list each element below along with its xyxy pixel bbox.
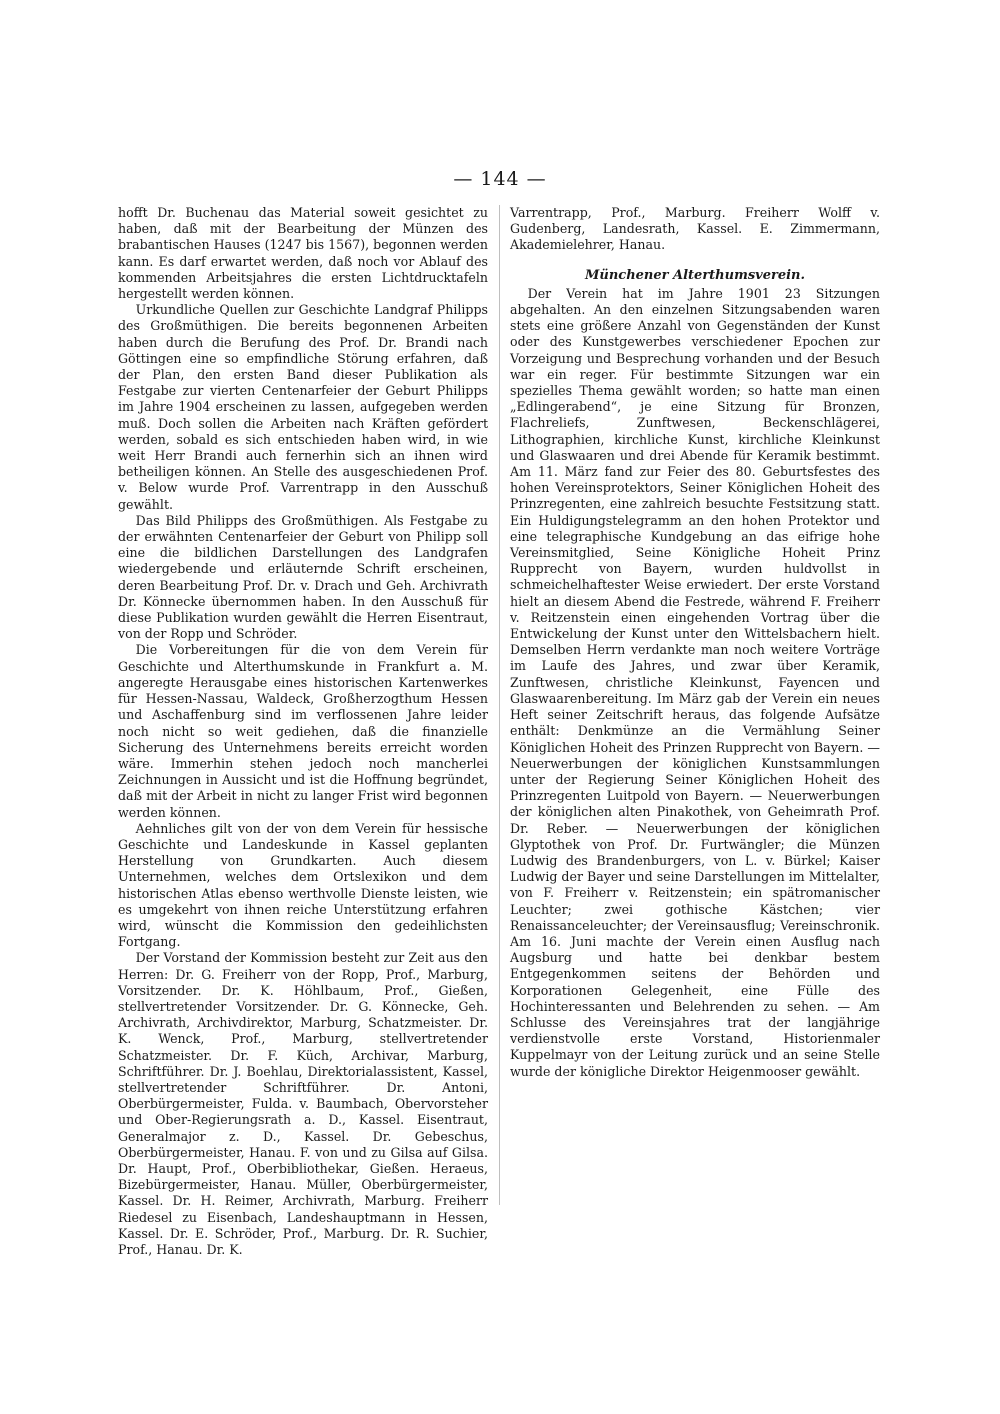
section-title: Münchener Alterthumsverein. [584, 267, 806, 283]
left-paragraph-3: Das Bild Philipps des Großmüthigen. Als Festgabe zu der erwähnten Centenarfeier der Geburt von Philipp soll eine die bildlichen Darstellungen des Landgrafen wiedergebende und erläuternde Schrift erscheinen, deren Bearbeitung Prof. Dr. v. Drach und Geh. Archivrath Dr. Könnecke übernommen haben. In den Ausschuß für diese Publikation wurden gewählt die Herren Eisentraut, von der Ropp und Schröder. [118, 512, 488, 642]
left-paragraph-4: Die Vorbereitungen für die von dem Verein für Geschichte und Alterthumskunde in Frankfurt a. M. angeregte Herausgabe eines historischen Kartenwerkes für Hessen-Nassau, Waldeck, Großherzogthum Hessen und Aschaffenburg sind im verflossenen Jahre leider noch nicht so weit gediehen, daß die finanzielle Sicherung des Unternehmens bereits erreicht worden wäre. Immerhin stehen jedoch noch mancherlei Zeichnungen in Aussicht und ist die Hoffnung begründet, daß mit der Arbeit in nicht zu langer Frist wird begonnen werden können. [118, 642, 488, 820]
left-paragraph-6: Der Vorstand der Kommission besteht zur Zeit aus den Herren: Dr. G. Freiherr von der Ropp, Prof., Marburg, Vorsitzender. Dr. K. Höhlbaum, Prof., Gießen, stellvertretender Vorsitzender. Dr. G. Könnecke, Geh. Archivrath, Archivdirektor, Marburg, Schatzmeister. Dr. K. Wenck, Prof., Marburg, stellvertretender Schatzmeister. Dr. F. Küch, Archivar, Marburg, Schriftführer. Dr. J. Boehlau, Direktorialassistent, Kassel, stellvertretender Schriftführer. Dr. Antoni, Oberbürgermeister, Fulda. v. Baumbach, Obervorsteher und Ober-Regierungsrath a. D., Kassel. Eisentraut, Generalmajor z. D., Kassel. Dr. Gebeschus, Oberbürgermeister, Hanau. F. von und zu Gilsa auf Gilsa. Dr. Haupt, Prof., Oberbibliothekar, Gießen. Heraeus, Bizebürgermeister, Hanau. Müller, Oberbürgermeister, Kassel. Dr. H. Reimer, Archivrath, Marburg. Freiherr Riedesel zu Eisenbach, Landeshauptmann in Hessen, Kassel. Dr. E. Schröder, Prof., Marburg. Dr. R. Suchier, Prof., Hanau. Dr. K. [118, 950, 488, 1257]
right-column [510, 205, 880, 1080]
left-paragraph-2: Urkundliche Quellen zur Geschichte Landgraf Philipps des Großmüthigen. Die bereits begonnenen Arbeiten haben durch die Berufung des Prof. Dr. Brandi nach Göttingen eine so empfindliche Störung erfahren, daß der Plan, den ersten Band dieser Publikation als Festgabe zur vierten Centenarfeier der Geburt Philipps im Jahre 1904 erscheinen zu lassen, aufgegeben werden muß. Doch sollen die Arbeiten nach Kräften gefördert werden, sobald es sich entschieden haben wird, in wie weit Herr Brandi auch fernerhin sich an ihnen wird betheiligen können. An Stelle des ausgeschiedenen Prof. v. Below wurde Prof. Varrentrapp in den Ausschuß gewählt. [118, 302, 488, 512]
column-divider [499, 205, 500, 1205]
left-paragraph-5: Aehnliches gilt von der von dem Verein für hessische Geschichte und Landeskunde in Kassel geplanten Herstellung von Grundkarten. Auch diesem Unternehmen, welches dem Ortslexikon und dem historischen Atlas ebenso werthvolle Dienste leisten, wie es umgekehrt von ihnen reiche Unterstützung erfahren wird, wünscht die Kommission den gedeihlichsten Fortgang. [118, 820, 488, 950]
right-opening-paragraph: Varrentrapp, Prof., Marburg. Freiherr Wolff v. Gudenberg, Landesrath, Kassel. E. Zimmermann, Akademielehrer, Hanau. [510, 205, 880, 253]
page-number: — 144 — [453, 168, 547, 190]
right-paragraph-1: Der Verein hat im Jahre 1901 23 Sitzungen abgehalten. An den einzelnen Sitzungsabenden waren stets eine größere Anzahl von Gegenständen der Kunst oder des Kunstgewerbes verschiedener Epochen zur Vorzeigung und Besprechung vorhanden und der Besuch war ein reger. Für bestimmte Sitzungen war ein spezielles Thema gewählt worden; so hatte man einen „Edlingerabend“, je eine Sitzung für Bronzen, Flachreliefs, Zunftwesen, Beckenschlägerei, Lithographien, kirchliche Kunst, kirchliche Kleinkunst und Glaswaaren und drei Abende für Keramik bestimmt. Am 11. März fand zur Feier des 80. Geburtsfestes des hohen Vereinsprotektors, Seiner Königlichen Hoheit des Prinzregenten, eine zahlreich besuchte Festsitzung statt. Ein Huldigungstelegramm an den hohen Protektor und eine telegraphische Kundgebung an das eifrige hohe Vereinsmitglied, Seine Königliche Hoheit Prinz Rupprecht von Bayern, wurden huldvollst in schmeichelhaftester Weise erwiedert. Der erste Vorstand hielt an diesem Abend die Festrede, während F. Freiherr v. Reitzenstein einen eingehenden Vortrag über die Entwickelung der Kunst unter den Wittelsbachern hielt. Demselben Herrn verdankte man noch weitere Vorträge im Laufe des Jahres, und zwar über Keramik, Zunftwesen, christliche Kleinkunst, Fayencen und Glaswaarenbereitung. Im März gab der Verein ein neues Heft seiner Zeitschrift heraus, das folgende Aufsätze enthält: Denkmünze an die Vermählung Seiner Königlichen Hoheit des Prinzen Rupprecht von Bayern. — Neuerwerbungen der königlichen Kunstsammlungen unter der Regierung Seiner Königlichen Hoheit des Prinzregenten Luitpold von Bayern. — Neuerwerbungen der königlichen alten Pinakothek, von Geheimrath Prof. Dr. Reber. — Neuerwerbungen der königlichen Glyptothek von Prof. Dr. Furtwängler; die Münzen Ludwig des Brandenburgers, von L. v. Bürkel; Kaiser Ludwig der Bayer und seine Darstellungen im Mittelalter, von F. Freiherr v. Reitzenstein; ein spätromanischer Leuchter; zwei gothische Kästchen; vier Renaissanceleuchter; der Vereinsausflug; Vereinschronik. Am 16. Juni machte der Verein einen Ausflug nach Augsburg und hatte bei denkbar bestem Entgegenkommen seitens der Behörden und Korporationen Gelegenheit, eine Fülle des Hochinteressanten und Belehrenden zu sehen. — Am Schlusse des Vereinsjahres trat der langjährige verdienstvolle erste Vorstand, Historienmaler Kuppelmayr von der Leitung zurück und an seine Stelle wurde der königliche Direktor Heigenmooser gewählt. [510, 285, 880, 1079]
left-column [118, 205, 488, 1258]
left-paragraph-1: hofft Dr. Buchenau das Material soweit gesichtet zu haben, daß mit der Bearbeitung der Münzen des brabantischen Hauses (1247 bis 1567), begonnen werden kann. Es darf erwartet werden, daß noch vor Ablauf des kommenden Arbeitsjahres die ersten Lichtdrucktafeln hergestellt werden können. [118, 205, 488, 302]
